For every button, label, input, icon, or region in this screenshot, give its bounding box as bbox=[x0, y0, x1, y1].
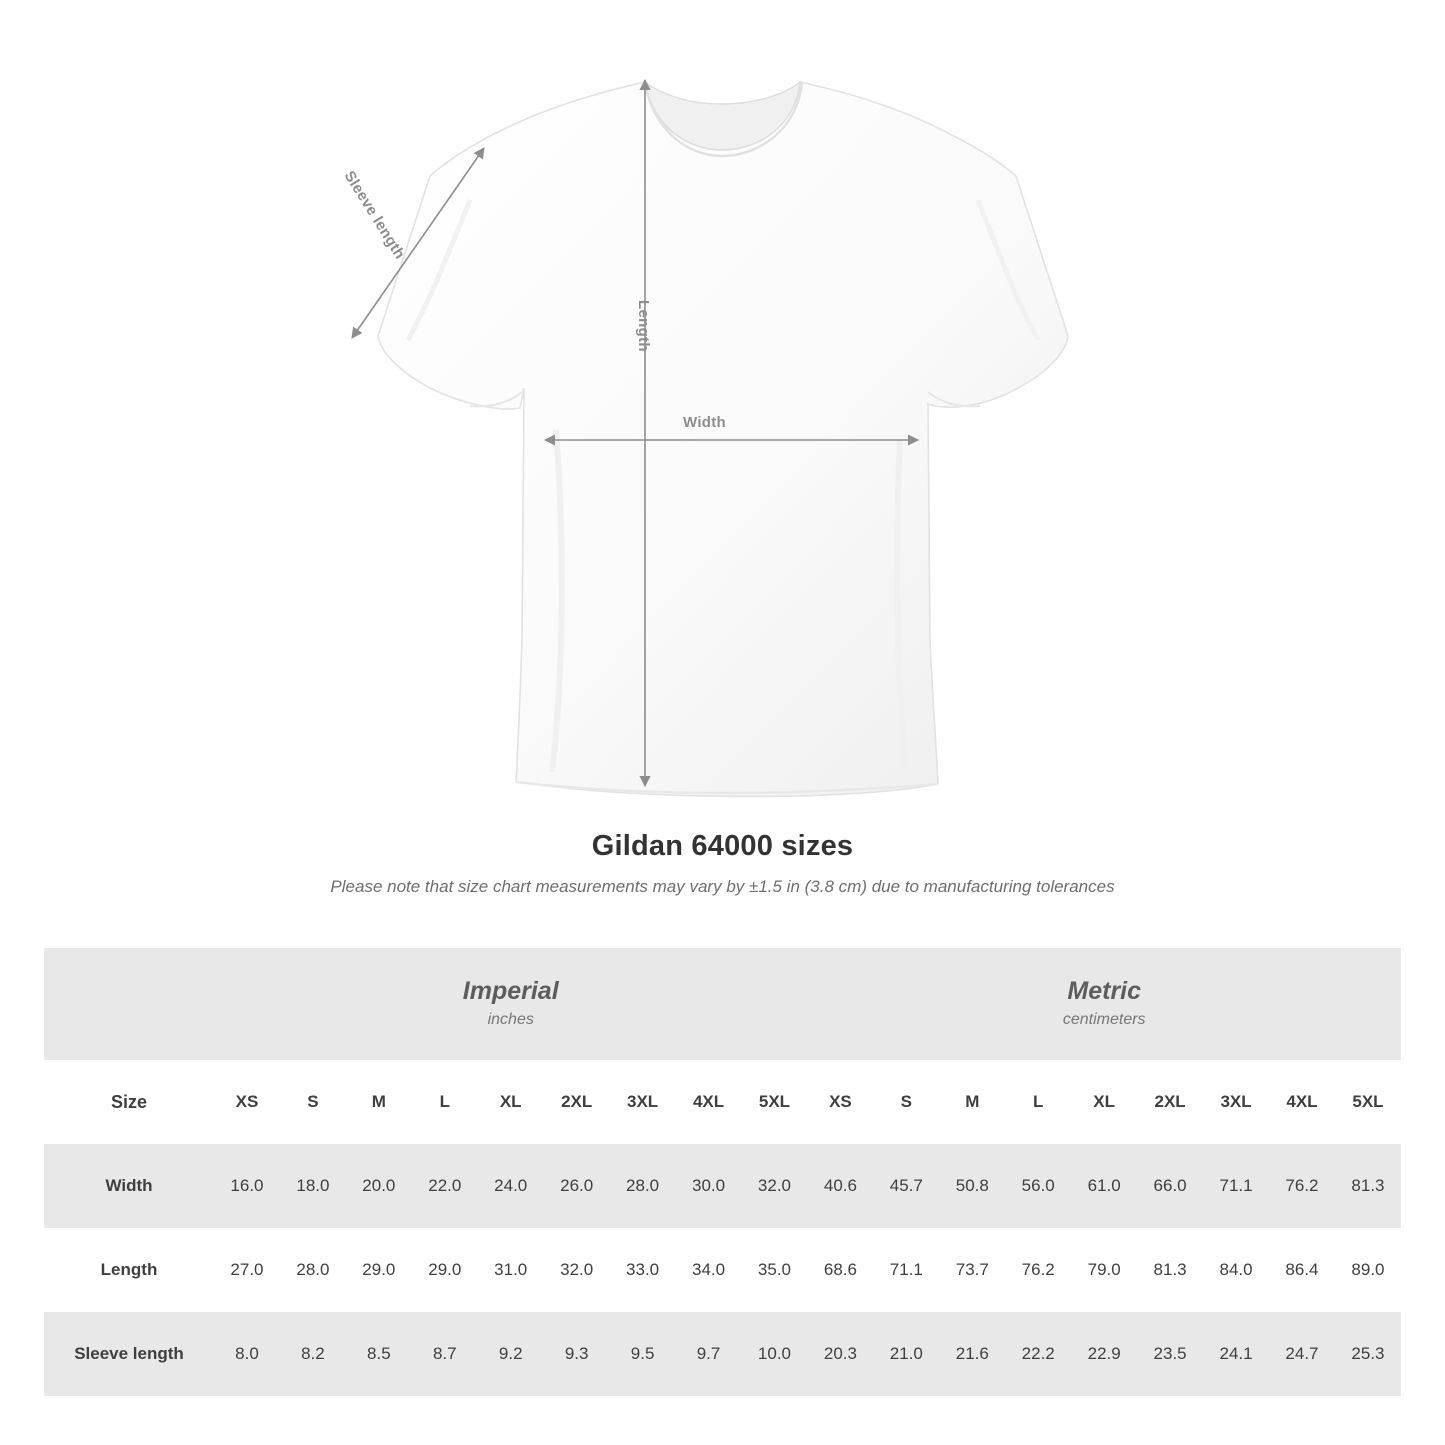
cell-sleeve-5: 9.3 bbox=[544, 1312, 610, 1396]
cell-length-16: 86.4 bbox=[1269, 1228, 1335, 1312]
cell-sleeve-1: 8.2 bbox=[280, 1312, 346, 1396]
row-header-width: Width bbox=[44, 1144, 214, 1228]
cell-sleeve-9: 20.3 bbox=[807, 1312, 873, 1396]
width-label: Width bbox=[683, 414, 727, 431]
tolerance-note: Please note that size chart measurements may vary by ±1.5 in (3.8 cm) due to manufacturing tolerances bbox=[330, 877, 1115, 896]
cell-sleeve-2: 8.5 bbox=[346, 1312, 412, 1396]
cell-width-1: 18.0 bbox=[280, 1144, 346, 1228]
cell-width-2: 20.0 bbox=[346, 1144, 412, 1228]
cell-width-15: 71.1 bbox=[1203, 1144, 1269, 1228]
size-col-14: 2XL bbox=[1137, 1060, 1203, 1144]
cell-width-6: 28.0 bbox=[610, 1144, 676, 1228]
cell-width-13: 61.0 bbox=[1071, 1144, 1137, 1228]
row-header-size: Size bbox=[44, 1060, 214, 1144]
unit-group-imperial-name: Imperial bbox=[462, 976, 559, 1005]
unit-group-imperial bbox=[214, 948, 807, 1060]
size-table-container bbox=[44, 948, 1401, 1396]
cell-sleeve-8: 10.0 bbox=[742, 1312, 808, 1396]
size-col-13: XL bbox=[1071, 1060, 1137, 1144]
cell-width-4: 24.0 bbox=[478, 1144, 544, 1228]
cell-sleeve-13: 22.9 bbox=[1071, 1312, 1137, 1396]
cell-length-10: 71.1 bbox=[873, 1228, 939, 1312]
cell-length-6: 33.0 bbox=[610, 1228, 676, 1312]
size-col-11: M bbox=[939, 1060, 1005, 1144]
size-col-15: 3XL bbox=[1203, 1060, 1269, 1144]
cell-sleeve-12: 22.2 bbox=[1005, 1312, 1071, 1396]
table-row bbox=[44, 1312, 1401, 1396]
cell-sleeve-11: 21.6 bbox=[939, 1312, 1005, 1396]
table-row bbox=[44, 1228, 1401, 1312]
unit-group-metric-unit: centimeters bbox=[1062, 1010, 1146, 1028]
row-header-length: Length bbox=[44, 1228, 214, 1312]
cell-width-14: 66.0 bbox=[1137, 1144, 1203, 1228]
unit-group-metric-name: Metric bbox=[1067, 976, 1142, 1005]
cell-sleeve-10: 21.0 bbox=[873, 1312, 939, 1396]
cell-width-16: 76.2 bbox=[1269, 1144, 1335, 1228]
cell-length-4: 31.0 bbox=[478, 1228, 544, 1312]
cell-sleeve-4: 9.2 bbox=[478, 1312, 544, 1396]
cell-length-14: 81.3 bbox=[1137, 1228, 1203, 1312]
cell-width-8: 32.0 bbox=[742, 1144, 808, 1228]
cell-length-3: 29.0 bbox=[412, 1228, 478, 1312]
size-header-row bbox=[44, 1060, 1401, 1144]
cell-width-0: 16.0 bbox=[214, 1144, 280, 1228]
cell-width-9: 40.6 bbox=[807, 1144, 873, 1228]
cell-width-12: 56.0 bbox=[1005, 1144, 1071, 1228]
size-col-10: S bbox=[873, 1060, 939, 1144]
cell-sleeve-14: 23.5 bbox=[1137, 1312, 1203, 1396]
unit-group-metric bbox=[807, 948, 1401, 1060]
size-col-6: 3XL bbox=[610, 1060, 676, 1144]
cell-sleeve-3: 8.7 bbox=[412, 1312, 478, 1396]
size-col-9: XS bbox=[807, 1060, 873, 1144]
size-col-16: 4XL bbox=[1269, 1060, 1335, 1144]
size-col-17: 5XL bbox=[1335, 1060, 1401, 1144]
size-col-0: XS bbox=[214, 1060, 280, 1144]
cell-sleeve-15: 24.1 bbox=[1203, 1312, 1269, 1396]
size-col-2: M bbox=[346, 1060, 412, 1144]
cell-length-11: 73.7 bbox=[939, 1228, 1005, 1312]
table-row bbox=[44, 1144, 1401, 1228]
size-col-1: S bbox=[280, 1060, 346, 1144]
row-header-sleeve-length: Sleeve length bbox=[44, 1312, 214, 1396]
unit-header-row bbox=[44, 948, 1401, 1060]
cell-sleeve-6: 9.5 bbox=[610, 1312, 676, 1396]
cell-sleeve-16: 24.7 bbox=[1269, 1312, 1335, 1396]
cell-length-9: 68.6 bbox=[807, 1228, 873, 1312]
unit-group-imperial-unit: inches bbox=[487, 1010, 534, 1028]
cell-length-7: 34.0 bbox=[676, 1228, 742, 1312]
size-col-12: L bbox=[1005, 1060, 1071, 1144]
length-label: Length bbox=[635, 300, 652, 352]
cell-length-2: 29.0 bbox=[346, 1228, 412, 1312]
size-col-3: L bbox=[412, 1060, 478, 1144]
cell-width-7: 30.0 bbox=[676, 1144, 742, 1228]
cell-sleeve-0: 8.0 bbox=[214, 1312, 280, 1396]
size-col-8: 5XL bbox=[742, 1060, 808, 1144]
cell-length-15: 84.0 bbox=[1203, 1228, 1269, 1312]
cell-length-8: 35.0 bbox=[742, 1228, 808, 1312]
cell-length-0: 27.0 bbox=[214, 1228, 280, 1312]
cell-length-13: 79.0 bbox=[1071, 1228, 1137, 1312]
cell-width-11: 50.8 bbox=[939, 1144, 1005, 1228]
cell-length-17: 89.0 bbox=[1335, 1228, 1401, 1312]
page-title: Gildan 64000 sizes bbox=[591, 830, 854, 862]
cell-length-12: 76.2 bbox=[1005, 1228, 1071, 1312]
size-col-5: 2XL bbox=[544, 1060, 610, 1144]
size-col-7: 4XL bbox=[676, 1060, 742, 1144]
cell-sleeve-7: 9.7 bbox=[676, 1312, 742, 1396]
sleeve-length-label: Sleeve length bbox=[340, 168, 409, 263]
cell-width-17: 81.3 bbox=[1335, 1144, 1401, 1228]
cell-length-5: 32.0 bbox=[544, 1228, 610, 1312]
cell-length-1: 28.0 bbox=[280, 1228, 346, 1312]
unit-header-spacer bbox=[44, 948, 214, 1060]
cell-width-3: 22.0 bbox=[412, 1144, 478, 1228]
size-col-4: XL bbox=[478, 1060, 544, 1144]
cell-width-10: 45.7 bbox=[873, 1144, 939, 1228]
cell-sleeve-17: 25.3 bbox=[1335, 1312, 1401, 1396]
cell-width-5: 26.0 bbox=[544, 1144, 610, 1228]
size-table bbox=[44, 948, 1401, 1396]
